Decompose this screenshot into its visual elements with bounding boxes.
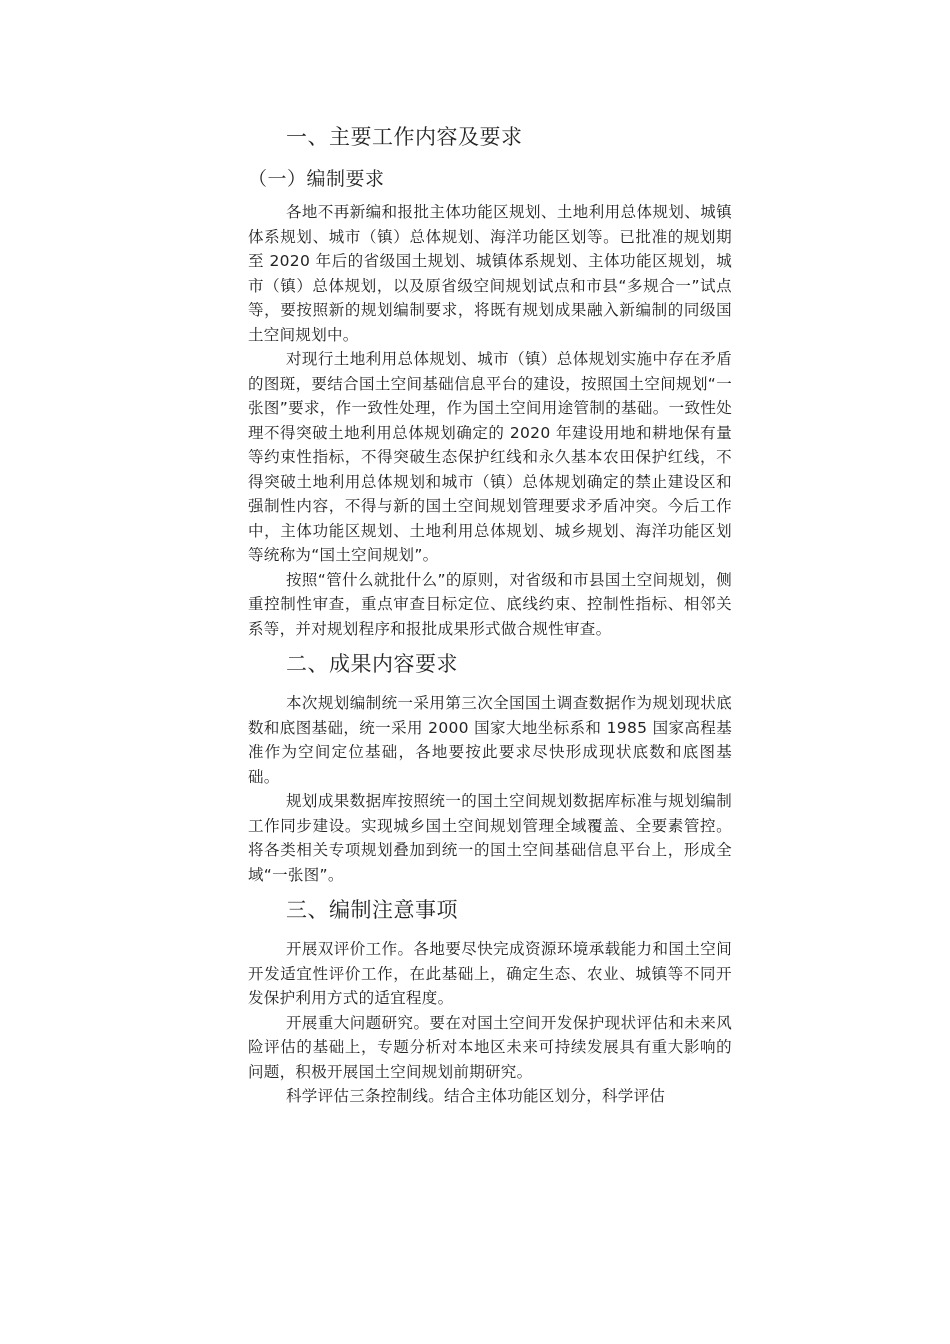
paragraph: 科学评估三条控制线。结合主体功能区划分，科学评估 [286, 1087, 666, 1105]
paragraph: 规划成果数据库按照统一的国土空间规划数据库标准与规划编制工作同步建设。实现城乡国土空间规划管理全域覆盖、全要素管控。将各类相关专项规划叠加到统一的国土空间基础信息平台上，形成全域“一张图”。 [248, 792, 732, 884]
document-page [248, 120, 732, 1109]
section-3-heading: 三、编制注意事项 [286, 898, 458, 922]
paragraph: 开展重大问题研究。要在对国土空间开发保护现状评估和未来风险评估的基础上，专题分析对本地区未来可持续发展具有重大影响的问题，积极开展国土空间规划前期研究。 [248, 1013, 732, 1081]
section-1-heading: 一、主要工作内容及要求 [286, 125, 523, 149]
paragraph: 开展双评价工作。各地要尽快完成资源环境承载能力和国土空间开发适宜性评价工作，在此基础上，确定生态、农业、城镇等不同开发保护利用方式的适宜程度。 [248, 940, 732, 1007]
paragraph: 对现行土地利用总体规划、城市（镇）总体规划实施中存在矛盾的图斑，要结合国土空间基础信息平台的建设，按照国土空间规划“一张图”要求，作一致性处理，作为国土空间用途管制的基础。一致性处理不得突破土地利用总体规划确定的 2020 年建设用地和耕地保有量等约束性指标，不得突破生态保护红线和永久基本农田保护红线，不得突破土地利用总体规划和城市（镇）总体规划确定的禁止建设区和强制性内容，不得与新的国土空间规划管理要求矛盾冲突。今后工作中，主体功能区规划、土地利用总体规划、城乡规划、海洋功能区划等统称为“国土空间规划”。 [248, 350, 732, 564]
section-2-heading: 二、成果内容要求 [286, 652, 458, 676]
paragraph: 本次规划编制统一采用第三次全国国土调查数据作为规划现状底数和底图基础，统一采用 2000 国家大地坐标系和 1985 国家高程基准作为空间定位基础，各地要按此要求尽快形成现状底数和底图基础。 [248, 694, 732, 786]
paragraph: 各地不再新编和报批主体功能区规划、土地利用总体规划、城镇体系规划、城市（镇）总体规划、海洋功能区划等。已批准的规划期至 2020 年后的省级国土规划、城镇体系规划、主体功能区规划，城市（镇）总体规划，以及原省级空间规划试点和市县“多规合一”试点等，要按照新的规划编制要求，将既有规划成果融入新编制的同级国土空间规划中。 [248, 203, 732, 344]
section-1-subheading: （一）编制要求 [248, 168, 385, 190]
paragraph: 按照“管什么就批什么”的原则，对省级和市县国土空间规划，侧重控制性审查，重点审查目标定位、底线约束、控制性指标、相邻关系等，并对规划程序和报批成果形式做合规性审查。 [248, 570, 732, 638]
